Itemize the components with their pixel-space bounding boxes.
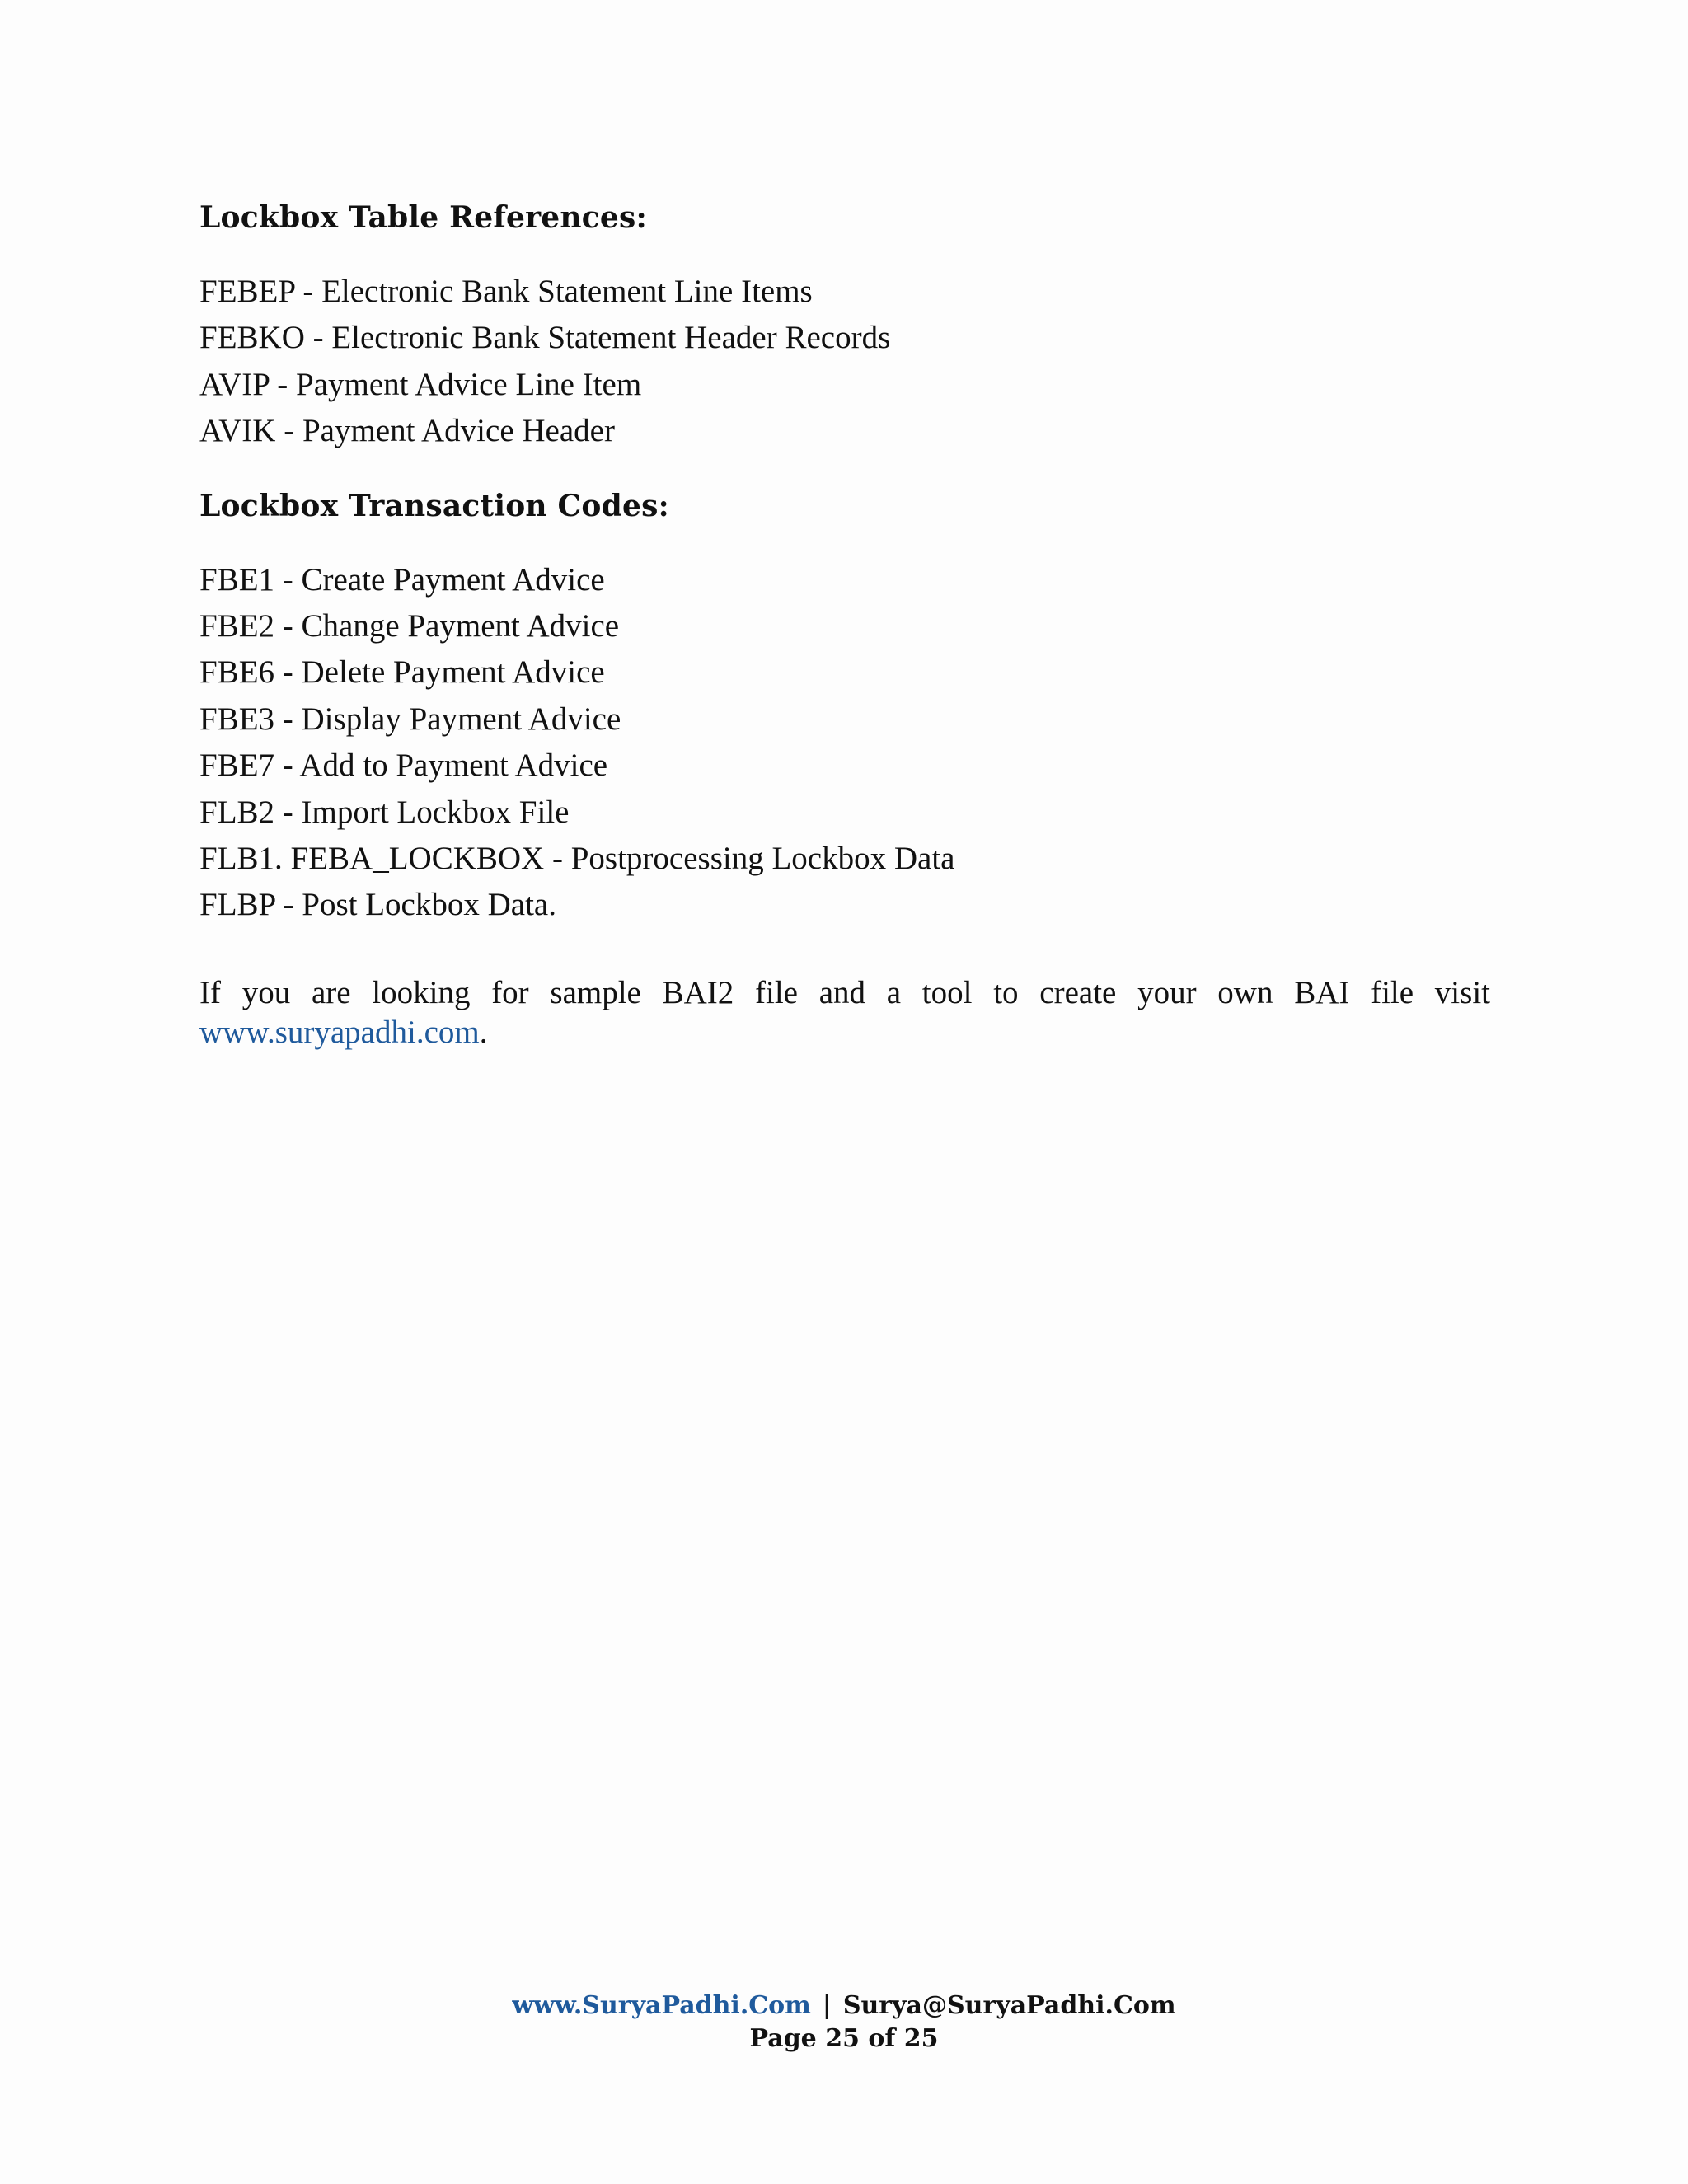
list-item: FBE3 - Display Payment Advice bbox=[199, 701, 621, 737]
footer-contact-line bbox=[0, 1990, 1688, 2022]
list-item: AVIP - Payment Advice Line Item bbox=[199, 366, 642, 402]
list-item: FBE1 - Create Payment Advice bbox=[199, 561, 605, 598]
sample-file-note bbox=[199, 973, 1490, 1052]
page-footer bbox=[0, 1990, 1688, 2055]
page-number: Page 25 of 25 bbox=[749, 2024, 939, 2053]
list-item: FLBP - Post Lockbox Data. bbox=[199, 887, 556, 923]
footer-separator: | bbox=[822, 1991, 832, 2020]
table-references-list bbox=[199, 269, 1490, 455]
note-text: If you are looking for sample BAI2 file and a tool to create your own BAI file visit bbox=[199, 974, 1490, 1010]
list-item: FLB1. FEBA_LOCKBOX - Postprocessing Lockbox Data bbox=[199, 841, 955, 877]
list-item: AVIK - Payment Advice Header bbox=[199, 413, 615, 449]
list-item: FEBEP - Electronic Bank Statement Line Items bbox=[199, 274, 813, 309]
list-item: FEBKO - Electronic Bank Statement Header Records bbox=[199, 320, 891, 356]
note-trailing: . bbox=[479, 1014, 488, 1050]
list-item: FBE2 - Change Payment Advice bbox=[199, 608, 620, 644]
website-link[interactable]: www.suryapadhi.com bbox=[199, 1014, 480, 1050]
transaction-codes-list bbox=[199, 557, 1490, 929]
transaction-codes-heading: Lockbox Transaction Codes: bbox=[199, 488, 670, 523]
page-content bbox=[199, 194, 1490, 1085]
list-item: FBE6 - Delete Payment Advice bbox=[199, 654, 605, 691]
footer-site-link[interactable]: www.SuryaPadhi.Com bbox=[512, 1991, 811, 2020]
table-references-heading: Lockbox Table References: bbox=[199, 200, 647, 235]
list-item: FLB2 - Import Lockbox File bbox=[199, 794, 570, 830]
list-item: FBE7 - Add to Payment Advice bbox=[199, 748, 608, 784]
footer-email[interactable]: Surya@SuryaPadhi.Com bbox=[842, 1991, 1176, 2020]
